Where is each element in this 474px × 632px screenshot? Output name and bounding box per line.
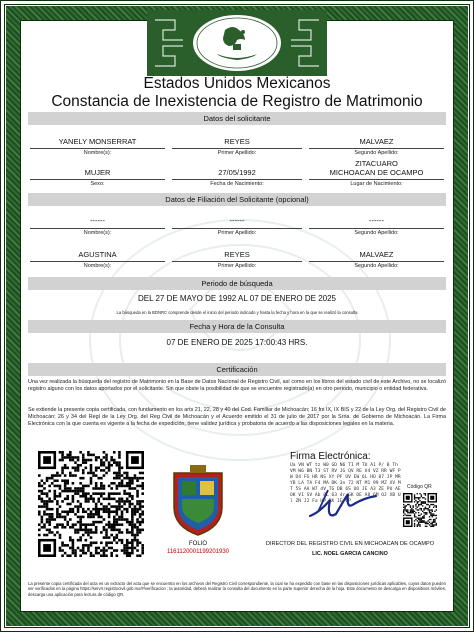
- director-title: DIRECTOR DEL REGISTRO CIVIL EN MICHOACAN DE OCAMPO: [265, 541, 435, 547]
- small-qr-code[interactable]: [403, 493, 437, 527]
- certificacion-paragraph-2: Se extiende la presente copia certificada, con fundamento en los arts 21, 22, 28 y 40 del Cod. Familiar de Michoacán; 16 frs IX, IX BIS y 22 de la Ley Org. del Registro Civil de Michoacán; 26 y 34 del Regl de la Ley Org. del Reg Civil de Michoacán y el Acuerdo emitido el 31 de julio de 2017 por la Srria. de Gobierno de Michoacán. La Firma Electrónica con la que cuenta es vigente a la fecha de expedición; tiene validez jurídica y probatoria de acuerdo a las disposiciones legales en la materia.: [28, 407, 446, 428]
- folio-label: FOLIO: [188, 541, 207, 547]
- section-header-certificacion: Certificación: [28, 363, 446, 376]
- certificacion-paragraph-1: Una vez realizada la búsqueda del registro de Matrimonio en la Base de Datos Nacional de Registro Civil, así como en los libros del estado civil de este Archivo, no se localizó registro alguno con los datos aportados por el solicitante. Sin que obste la posibilidad de que se encuentre registrado(a) en otro periodo, municipio o entidad federativa.: [28, 379, 446, 393]
- folio-number: 1161120001199201930: [166, 549, 230, 555]
- solicitante-lugar-nacimiento-label: Lugar de Nacimiento:: [309, 179, 444, 187]
- solicitante-lugar-nacimiento-line1: ZITACUARO: [355, 159, 398, 168]
- filiacion-2-segundo-apellido-label: Segundo Apellido:: [309, 261, 444, 269]
- handwritten-signature-icon: [300, 486, 380, 526]
- large-qr-code[interactable]: [38, 451, 144, 557]
- codigo-qr-label: Código QR: [407, 484, 432, 490]
- section-header-periodo: Periodo de búsqueda: [28, 277, 446, 290]
- solicitante-nombre: YANELY MONSERRAT: [58, 137, 137, 146]
- filiacion-2-primer-apellido-label: Primer Apellido:: [172, 261, 302, 269]
- director-name: LIC. NOEL GARCIA CANCINO: [312, 551, 388, 557]
- solicitante-primer-apellido: REYES: [224, 137, 250, 146]
- footer-legal-text: La presente copia certificada del acta es un extracto del acta que se encuentra en los archivos del Registro Civil correspondiente, la cual se ha expedido con base en las disposiciones jurídicas aplicables, cuyos datos pueden ser verificados en la página https://servrr.registrocivil.gob.mx/#/verificacion ; la autoridad, deberá realizar la consulta del documento en la parte superior derecha de la hoja. Este documento se descarga en dispositivos móviles, descarga una aplicación para lectura de código QR.: [28, 581, 446, 597]
- section-header-solicitante: Datos del solicitante: [28, 112, 446, 125]
- filiacion-2-primer-apellido: REYES: [224, 250, 250, 259]
- michoacan-seal-icon: [168, 465, 228, 537]
- solicitante-segundo-apellido: MALVAEZ: [359, 137, 394, 146]
- filiacion-1-primer-apellido: ------: [229, 216, 245, 225]
- filiacion-2-nombre: AGUSTINA: [78, 250, 117, 259]
- filiacion-1-segundo-apellido-label: Segundo Apellido:: [309, 228, 444, 236]
- filiacion-1-primer-apellido-label: Primer Apellido:: [172, 228, 302, 236]
- solicitante-nombre-label: Nombre(s):: [30, 148, 165, 156]
- page-title-document: Constancia de Inexistencia de Registro de Matrimonio: [51, 93, 423, 110]
- firma-electronica-code: Ua VN WT tz W0 GD N6 TI M TU A1 P/ B Th VM W6 BN T3 ST RV JG QV RE V4 VZ RR WF PW D4 FG HR NS XY PF UV EW 6L HO 87 JP MR YB LA TA F4 MA DK 3n 72 NT M1 99 MZ XV MT 5S AA W7 dV TG DB 6S UO JE A3 ZE PU AE OK V1 SV Ab 8L 63 4r GK DE A8 6M OJ XB Ul ZN J2 Fa HP RK 1E CP: [290, 463, 401, 504]
- filiacion-1-nombre-label: Nombre(s):: [30, 228, 165, 236]
- section-header-filiacion: Datos de Filiación del Solicitante (opcional): [28, 193, 446, 206]
- small-qr-icon: [403, 493, 437, 527]
- national-coat-of-arms-icon: [147, 10, 327, 76]
- firma-electronica-title: Firma Electrónica:: [290, 451, 371, 462]
- solicitante-fecha-nacimiento: 27/05/1992: [218, 168, 256, 177]
- solicitante-fecha-nacimiento-label: Fecha de Nacimiento:: [172, 179, 302, 187]
- filiacion-1-nombre: ------: [90, 216, 105, 225]
- periodo-value: DEL 27 DE MAYO DE 1992 AL 07 DE ENERO DE 2025: [137, 294, 337, 303]
- large-qr-icon: [38, 451, 144, 557]
- filiacion-2-segundo-apellido: MALVAEZ: [359, 250, 394, 259]
- consulta-value: 07 DE ENERO DE 2025 17:00:43 HRS.: [166, 338, 308, 347]
- solicitante-segundo-apellido-label: Segundo Apellido:: [309, 148, 444, 156]
- page-title-country: Estados Unidos Mexicanos: [143, 75, 331, 92]
- solicitante-lugar-nacimiento-line2: MICHOACAN DE OCAMPO: [329, 168, 424, 177]
- solicitante-sexo: MUJER: [84, 168, 111, 177]
- filiacion-2-nombre-label: Nombre(s):: [30, 261, 165, 269]
- section-header-consulta: Fecha y Hora de la Consulta: [28, 320, 446, 333]
- periodo-note: La búsqueda en la BDNRC comprende desde el inicio del periodo indicado y hasta la fecha y hora en la que se realizó la consulta: [116, 310, 358, 315]
- solicitante-sexo-label: Sexo:: [30, 179, 165, 187]
- filiacion-1-segundo-apellido: ------: [369, 216, 384, 225]
- solicitante-primer-apellido-label: Primer Apellido:: [172, 148, 302, 156]
